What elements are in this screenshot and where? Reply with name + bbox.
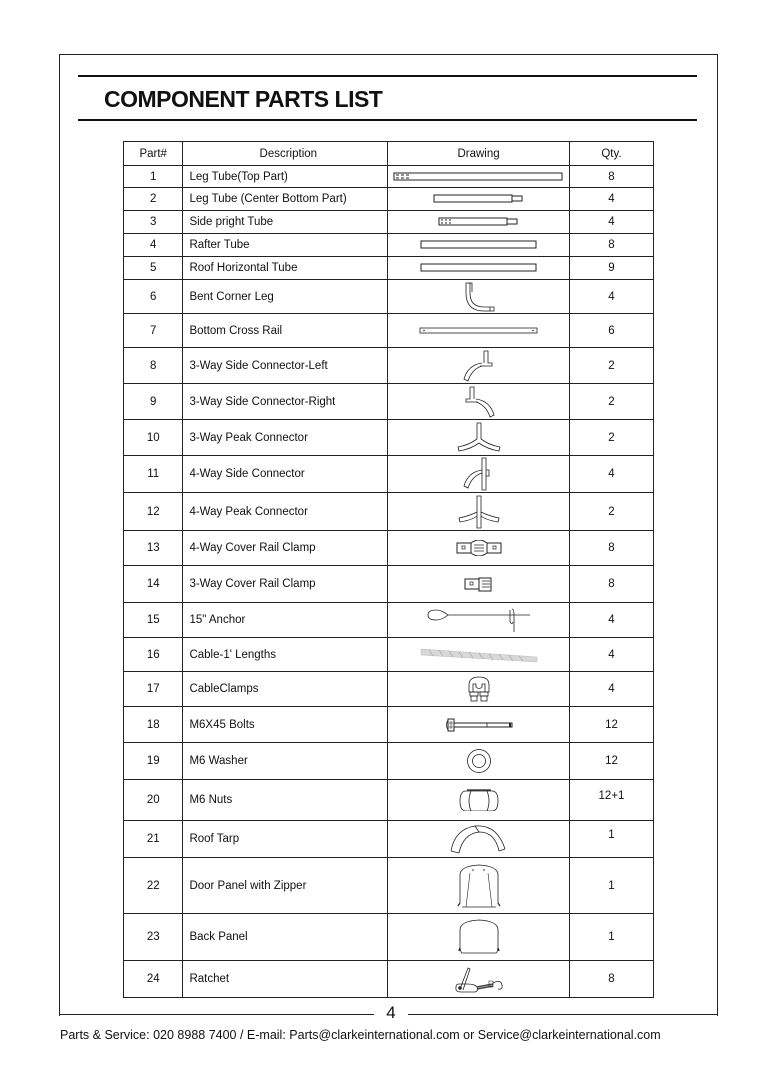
table-row <box>124 914 654 961</box>
part-qty: 4 <box>569 188 653 211</box>
part-description: CableClamps <box>183 672 388 707</box>
part-number: 10 <box>124 420 183 456</box>
part-number: 16 <box>124 638 183 672</box>
part-description: Ratchet <box>183 961 388 998</box>
part-description: M6X45 Bolts <box>183 707 388 743</box>
part-qty: 1 <box>569 858 653 914</box>
table-row <box>124 348 654 384</box>
3-way-side-connector-left-icon <box>461 350 497 382</box>
table-row <box>124 257 654 280</box>
part-description: 15" Anchor <box>183 603 388 638</box>
part-description: Bottom Cross Rail <box>183 314 388 348</box>
part-description: M6 Nuts <box>183 780 388 821</box>
table-row <box>124 211 654 234</box>
bottom-cross-rail-icon <box>419 327 539 335</box>
4-way-peak-connector-icon <box>456 495 502 529</box>
table-row <box>124 234 654 257</box>
table-row <box>124 707 654 743</box>
part-description: 4-Way Cover Rail Clamp <box>183 531 388 566</box>
part-qty: 1 <box>569 914 653 961</box>
part-description: 3-Way Side Connector-Right <box>183 384 388 420</box>
part-description: Back Panel <box>183 914 388 961</box>
frame-bottom-rule-left <box>59 1014 374 1015</box>
title-rule-top <box>78 75 697 77</box>
part-qty: 4 <box>569 638 653 672</box>
part-number: 5 <box>124 257 183 280</box>
part-description: 3-Way Cover Rail Clamp <box>183 566 388 603</box>
table-row <box>124 456 654 493</box>
3-way-cover-rail-clamp-icon <box>464 576 494 592</box>
header-part: Part# <box>124 142 183 166</box>
table-row <box>124 566 654 603</box>
header-drawing: Drawing <box>388 142 570 166</box>
roof-horizontal-tube-icon <box>420 263 538 273</box>
part-qty: 2 <box>569 348 653 384</box>
part-qty: 4 <box>569 280 653 314</box>
table-row <box>124 858 654 914</box>
table-row <box>124 531 654 566</box>
part-qty: 1 <box>569 821 653 858</box>
part-number: 2 <box>124 188 183 211</box>
roof-tarp-icon <box>449 824 509 854</box>
header-qty: Qty. <box>569 142 653 166</box>
part-description: Roof Tarp <box>183 821 388 858</box>
part-number: 13 <box>124 531 183 566</box>
part-qty: 12+1 <box>569 780 653 821</box>
part-number: 4 <box>124 234 183 257</box>
4-way-cover-rail-clamp-icon <box>456 540 502 556</box>
part-description: Side pright Tube <box>183 211 388 234</box>
part-description: Leg Tube (Center Bottom Part) <box>183 188 388 211</box>
part-number: 12 <box>124 493 183 531</box>
leg-tube-top-icon <box>393 172 565 182</box>
part-number: 22 <box>124 858 183 914</box>
part-qty: 2 <box>569 493 653 531</box>
part-number: 24 <box>124 961 183 998</box>
table-header-row <box>124 142 654 166</box>
part-qty: 12 <box>569 743 653 780</box>
part-qty: 4 <box>569 211 653 234</box>
table-row <box>124 384 654 420</box>
part-description: Rafter Tube <box>183 234 388 257</box>
4-way-side-connector-icon <box>461 457 497 491</box>
page-title: COMPONENT PARTS LIST <box>104 86 383 112</box>
part-qty: 2 <box>569 420 653 456</box>
table-row <box>124 743 654 780</box>
table-row <box>124 314 654 348</box>
bolt-icon <box>444 717 514 733</box>
table-row <box>124 280 654 314</box>
part-description: Roof Horizontal Tube <box>183 257 388 280</box>
cable-icon <box>419 646 539 664</box>
part-number: 15 <box>124 603 183 638</box>
3-way-side-connector-right-icon <box>461 386 497 418</box>
part-number: 7 <box>124 314 183 348</box>
part-number: 6 <box>124 280 183 314</box>
part-description: 3-Way Side Connector-Left <box>183 348 388 384</box>
parts-table <box>123 141 654 998</box>
part-qty: 4 <box>569 456 653 493</box>
nut-icon <box>459 789 499 811</box>
table-row <box>124 672 654 707</box>
table-row <box>124 166 654 188</box>
title-rule-bottom <box>78 119 697 121</box>
part-qty: 9 <box>569 257 653 280</box>
part-qty: 12 <box>569 707 653 743</box>
part-number: 1 <box>124 166 183 188</box>
part-qty: 2 <box>569 384 653 420</box>
part-number: 9 <box>124 384 183 420</box>
part-qty: 8 <box>569 961 653 998</box>
part-number: 20 <box>124 780 183 821</box>
part-description: Door Panel with Zipper <box>183 858 388 914</box>
part-description: 4-Way Peak Connector <box>183 493 388 531</box>
side-upright-tube-icon <box>438 217 520 227</box>
part-number: 19 <box>124 743 183 780</box>
3-way-peak-connector-icon <box>456 422 502 454</box>
part-qty: 8 <box>569 166 653 188</box>
part-qty: 8 <box>569 566 653 603</box>
part-number: 11 <box>124 456 183 493</box>
part-qty: 8 <box>569 531 653 566</box>
part-number: 23 <box>124 914 183 961</box>
anchor-icon <box>426 607 532 633</box>
page-number: 4 <box>386 1003 396 1022</box>
back-panel-icon <box>456 918 502 956</box>
part-number: 8 <box>124 348 183 384</box>
part-qty: 4 <box>569 603 653 638</box>
bent-corner-leg-icon <box>459 282 499 312</box>
washer-icon <box>466 748 492 774</box>
part-qty: 4 <box>569 672 653 707</box>
table-row <box>124 780 654 821</box>
part-number: 3 <box>124 211 183 234</box>
part-number: 14 <box>124 566 183 603</box>
cable-clamp-icon <box>466 675 492 703</box>
table-row <box>124 961 654 998</box>
table-row <box>124 638 654 672</box>
frame-bottom-rule-right <box>408 1014 717 1015</box>
table-row <box>124 603 654 638</box>
part-description: Leg Tube(Top Part) <box>183 166 388 188</box>
part-description: M6 Washer <box>183 743 388 780</box>
part-description: Cable-1' Lengths <box>183 638 388 672</box>
part-description: 4-Way Side Connector <box>183 456 388 493</box>
part-number: 18 <box>124 707 183 743</box>
rafter-tube-icon <box>420 240 538 250</box>
leg-tube-center-bottom-icon <box>433 194 525 204</box>
footer-contact: Parts & Service: 020 8988 7400 / E-mail: Parts@clarkeinternational.com or Service@clarkeinternational.com <box>60 1028 661 1042</box>
header-description: Description <box>183 142 388 166</box>
part-number: 21 <box>124 821 183 858</box>
part-qty: 6 <box>569 314 653 348</box>
part-description: Bent Corner Leg <box>183 280 388 314</box>
part-qty: 8 <box>569 234 653 257</box>
table-row <box>124 493 654 531</box>
table-row <box>124 821 654 858</box>
part-number: 17 <box>124 672 183 707</box>
door-panel-icon <box>456 863 502 909</box>
part-description: 3-Way Peak Connector <box>183 420 388 456</box>
table-row <box>124 420 654 456</box>
table-row <box>124 188 654 211</box>
ratchet-icon <box>451 965 507 993</box>
